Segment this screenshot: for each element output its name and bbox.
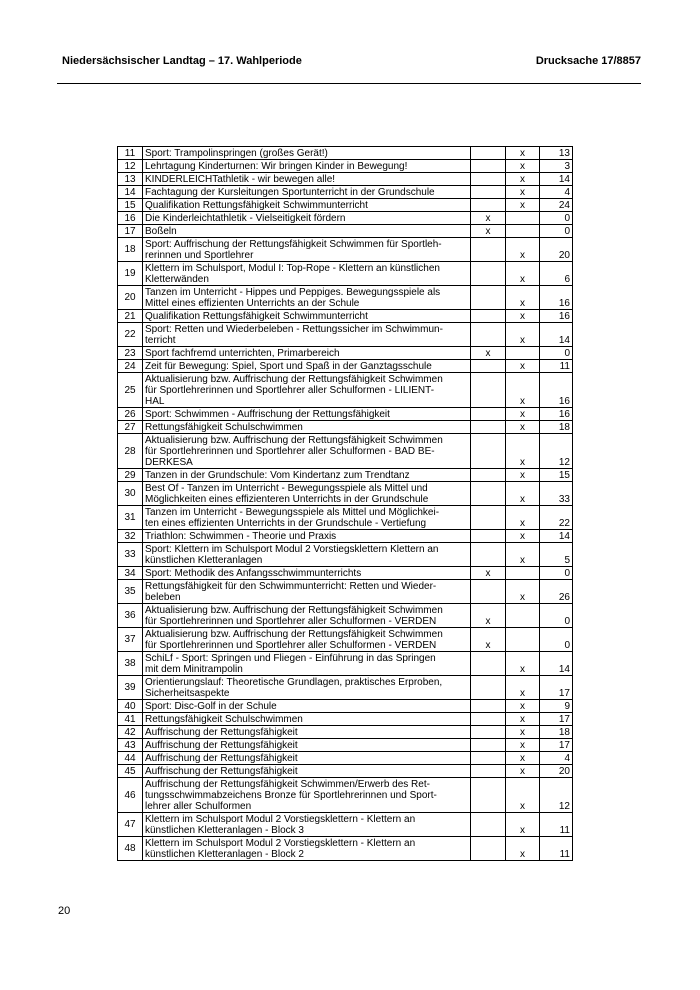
row-number: 26 bbox=[118, 408, 143, 421]
course-title: Auffrischung der Rettungsfähigkeit Schwimmen/Erwerb des Ret- tungsschwimmabzeichens Bronze für Sportlehrerinnen und Sport- lehrer aller Schulformen bbox=[143, 778, 471, 813]
mark-column-a bbox=[471, 173, 506, 186]
course-title: Klettern im Schulsport, Modul I: Top-Rope - Klettern an künstlichen Kletterwänden bbox=[143, 262, 471, 286]
course-title: Zeit für Bewegung: Spiel, Sport und Spaß in der Ganztagsschule bbox=[143, 360, 471, 373]
course-title: Klettern im Schulsport Modul 2 Vorstiegsklettern - Klettern an künstlichen Kletteranlagen - Block 3 bbox=[143, 813, 471, 837]
course-title: Auffrischung der Rettungsfähigkeit bbox=[143, 726, 471, 739]
row-number: 23 bbox=[118, 347, 143, 360]
participant-count: 17 bbox=[540, 676, 573, 700]
table-row bbox=[118, 421, 573, 434]
mark-column-b: x bbox=[506, 837, 540, 861]
table-row bbox=[118, 347, 573, 360]
row-number: 12 bbox=[118, 160, 143, 173]
row-number: 35 bbox=[118, 580, 143, 604]
mark-column-a bbox=[471, 739, 506, 752]
mark-column-a: x bbox=[471, 225, 506, 238]
header-document-number: Drucksache 17/8857 bbox=[535, 55, 641, 67]
mark-column-a bbox=[471, 506, 506, 530]
course-title: Sport: Klettern im Schulsport Modul 2 Vorstiegsklettern Klettern an künstlichen Kletteranlagen bbox=[143, 543, 471, 567]
participant-count: 12 bbox=[540, 434, 573, 469]
row-number: 42 bbox=[118, 726, 143, 739]
mark-column-b: x bbox=[506, 310, 540, 323]
table-row bbox=[118, 323, 573, 347]
row-number: 30 bbox=[118, 482, 143, 506]
participant-count: 24 bbox=[540, 199, 573, 212]
row-number: 21 bbox=[118, 310, 143, 323]
participant-count: 0 bbox=[540, 628, 573, 652]
table-row bbox=[118, 506, 573, 530]
row-number: 43 bbox=[118, 739, 143, 752]
row-number: 16 bbox=[118, 212, 143, 225]
course-table bbox=[117, 146, 573, 861]
mark-column-b: x bbox=[506, 482, 540, 506]
table-row bbox=[118, 652, 573, 676]
mark-column-b: x bbox=[506, 238, 540, 262]
mark-column-a bbox=[471, 482, 506, 506]
course-title: Sport: Methodik des Anfangsschwimmunterrichts bbox=[143, 567, 471, 580]
mark-column-a bbox=[471, 186, 506, 199]
mark-column-b: x bbox=[506, 676, 540, 700]
course-title: Klettern im Schulsport Modul 2 Vorstiegsklettern - Klettern an künstlichen Kletteranlagen - Block 2 bbox=[143, 837, 471, 861]
participant-count: 16 bbox=[540, 310, 573, 323]
table-row bbox=[118, 726, 573, 739]
row-number: 34 bbox=[118, 567, 143, 580]
participant-count: 0 bbox=[540, 604, 573, 628]
mark-column-a: x bbox=[471, 628, 506, 652]
mark-column-a: x bbox=[471, 567, 506, 580]
table-row bbox=[118, 160, 573, 173]
course-title: Tanzen im Unterricht - Bewegungsspiele als Mittel und Möglichkei- ten eines effizienten Unterrichts in der Grundschule - Vertiefung bbox=[143, 506, 471, 530]
course-title: Sport: Retten und Wiederbeleben - Rettungssicher im Schwimmun- terricht bbox=[143, 323, 471, 347]
mark-column-a bbox=[471, 286, 506, 310]
participant-count: 12 bbox=[540, 778, 573, 813]
row-number: 39 bbox=[118, 676, 143, 700]
table-row bbox=[118, 628, 573, 652]
mark-column-a bbox=[471, 373, 506, 408]
page-header bbox=[62, 55, 641, 75]
participant-count: 18 bbox=[540, 726, 573, 739]
mark-column-a bbox=[471, 752, 506, 765]
row-number: 17 bbox=[118, 225, 143, 238]
participant-count: 14 bbox=[540, 173, 573, 186]
row-number: 46 bbox=[118, 778, 143, 813]
course-title: Auffrischung der Rettungsfähigkeit bbox=[143, 752, 471, 765]
participant-count: 0 bbox=[540, 567, 573, 580]
row-number: 22 bbox=[118, 323, 143, 347]
mark-column-b: x bbox=[506, 726, 540, 739]
row-number: 11 bbox=[118, 147, 143, 160]
table-row bbox=[118, 739, 573, 752]
course-title: Auffrischung der Rettungsfähigkeit bbox=[143, 739, 471, 752]
table-row bbox=[118, 752, 573, 765]
participant-count: 6 bbox=[540, 262, 573, 286]
participant-count: 26 bbox=[540, 580, 573, 604]
table-row bbox=[118, 373, 573, 408]
mark-column-a bbox=[471, 778, 506, 813]
participant-count: 9 bbox=[540, 700, 573, 713]
mark-column-b: x bbox=[506, 286, 540, 310]
row-number: 47 bbox=[118, 813, 143, 837]
course-title: Sport: Disc-Golf in der Schule bbox=[143, 700, 471, 713]
mark-column-b bbox=[506, 347, 540, 360]
mark-column-b: x bbox=[506, 199, 540, 212]
table-row bbox=[118, 173, 573, 186]
header-parliament: Niedersächsischer Landtag – 17. Wahlperiode bbox=[62, 55, 302, 67]
course-title: Best Of - Tanzen im Unterricht - Bewegungsspiele als Mittel und Möglichkeiten eines effizienteren Unterrichts in der Grundschule bbox=[143, 482, 471, 506]
course-title: Sport: Schwimmen - Auffrischung der Rettungsfähigkeit bbox=[143, 408, 471, 421]
mark-column-b bbox=[506, 225, 540, 238]
mark-column-b: x bbox=[506, 765, 540, 778]
course-title: Sport fachfremd unterrichten, Primarbereich bbox=[143, 347, 471, 360]
row-number: 25 bbox=[118, 373, 143, 408]
table-row bbox=[118, 837, 573, 861]
table-row bbox=[118, 469, 573, 482]
row-number: 44 bbox=[118, 752, 143, 765]
participant-count: 22 bbox=[540, 506, 573, 530]
mark-column-b: x bbox=[506, 469, 540, 482]
participant-count: 4 bbox=[540, 752, 573, 765]
mark-column-b: x bbox=[506, 543, 540, 567]
participant-count: 15 bbox=[540, 469, 573, 482]
mark-column-b: x bbox=[506, 530, 540, 543]
course-table-body bbox=[118, 147, 573, 861]
participant-count: 16 bbox=[540, 408, 573, 421]
table-row bbox=[118, 310, 573, 323]
course-title: Sport: Trampolinspringen (großes Gerät!) bbox=[143, 147, 471, 160]
mark-column-a bbox=[471, 676, 506, 700]
row-number: 18 bbox=[118, 238, 143, 262]
participant-count: 18 bbox=[540, 421, 573, 434]
row-number: 32 bbox=[118, 530, 143, 543]
table-row bbox=[118, 530, 573, 543]
table-row bbox=[118, 778, 573, 813]
course-title: Qualifikation Rettungsfähigkeit Schwimmunterricht bbox=[143, 310, 471, 323]
table-row bbox=[118, 360, 573, 373]
mark-column-a bbox=[471, 262, 506, 286]
mark-column-b: x bbox=[506, 173, 540, 186]
row-number: 31 bbox=[118, 506, 143, 530]
mark-column-b bbox=[506, 628, 540, 652]
row-number: 28 bbox=[118, 434, 143, 469]
participant-count: 17 bbox=[540, 739, 573, 752]
participant-count: 20 bbox=[540, 238, 573, 262]
mark-column-b: x bbox=[506, 160, 540, 173]
mark-column-b: x bbox=[506, 580, 540, 604]
row-number: 48 bbox=[118, 837, 143, 861]
table-row bbox=[118, 580, 573, 604]
row-number: 41 bbox=[118, 713, 143, 726]
mark-column-a bbox=[471, 469, 506, 482]
row-number: 38 bbox=[118, 652, 143, 676]
participant-count: 3 bbox=[540, 160, 573, 173]
participant-count: 33 bbox=[540, 482, 573, 506]
course-title: Rettungsfähigkeit Schulschwimmen bbox=[143, 713, 471, 726]
course-title: Sport: Auffrischung der Rettungsfähigkeit Schwimmen für Sportleh- rerinnen und Sportlehrer bbox=[143, 238, 471, 262]
participant-count: 5 bbox=[540, 543, 573, 567]
mark-column-a bbox=[471, 726, 506, 739]
mark-column-b bbox=[506, 604, 540, 628]
table-row bbox=[118, 713, 573, 726]
participant-count: 11 bbox=[540, 813, 573, 837]
table-row bbox=[118, 212, 573, 225]
mark-column-a: x bbox=[471, 347, 506, 360]
mark-column-b: x bbox=[506, 813, 540, 837]
row-number: 33 bbox=[118, 543, 143, 567]
mark-column-a bbox=[471, 765, 506, 778]
participant-count: 16 bbox=[540, 286, 573, 310]
course-title: Fachtagung der Kursleitungen Sportunterricht in der Grundschule bbox=[143, 186, 471, 199]
participant-count: 0 bbox=[540, 212, 573, 225]
mark-column-a bbox=[471, 421, 506, 434]
mark-column-b: x bbox=[506, 147, 540, 160]
participant-count: 0 bbox=[540, 347, 573, 360]
course-title: Qualifikation Rettungsfähigkeit Schwimmunterricht bbox=[143, 199, 471, 212]
row-number: 14 bbox=[118, 186, 143, 199]
mark-column-a: x bbox=[471, 212, 506, 225]
table-row bbox=[118, 543, 573, 567]
table-row bbox=[118, 408, 573, 421]
row-number: 19 bbox=[118, 262, 143, 286]
mark-column-b: x bbox=[506, 778, 540, 813]
course-title: Orientierungslauf: Theoretische Grundlagen, praktisches Erproben, Sicherheitsaspekte bbox=[143, 676, 471, 700]
participant-count: 11 bbox=[540, 360, 573, 373]
table-row bbox=[118, 482, 573, 506]
mark-column-b: x bbox=[506, 186, 540, 199]
table-row bbox=[118, 286, 573, 310]
table-row bbox=[118, 434, 573, 469]
mark-column-a bbox=[471, 408, 506, 421]
participant-count: 16 bbox=[540, 373, 573, 408]
table-row bbox=[118, 238, 573, 262]
mark-column-b: x bbox=[506, 434, 540, 469]
table-row bbox=[118, 186, 573, 199]
course-title: Aktualisierung bzw. Auffrischung der Rettungsfähigkeit Schwimmen für Sportlehrerinnen und Sportlehrer aller Schulformen - LILIENT- HAL bbox=[143, 373, 471, 408]
mark-column-b: x bbox=[506, 323, 540, 347]
mark-column-a bbox=[471, 652, 506, 676]
row-number: 37 bbox=[118, 628, 143, 652]
course-title: SchiLf - Sport: Springen und Fliegen - Einführung in das Springen mit dem Minitrampolin bbox=[143, 652, 471, 676]
mark-column-b: x bbox=[506, 713, 540, 726]
mark-column-a bbox=[471, 360, 506, 373]
table-row bbox=[118, 147, 573, 160]
mark-column-a bbox=[471, 310, 506, 323]
mark-column-a bbox=[471, 837, 506, 861]
participant-count: 14 bbox=[540, 652, 573, 676]
participant-count: 17 bbox=[540, 713, 573, 726]
table-row bbox=[118, 765, 573, 778]
table-row bbox=[118, 813, 573, 837]
row-number: 15 bbox=[118, 199, 143, 212]
participant-count: 0 bbox=[540, 225, 573, 238]
header-divider bbox=[57, 83, 641, 84]
mark-column-b: x bbox=[506, 752, 540, 765]
mark-column-a bbox=[471, 543, 506, 567]
table-row bbox=[118, 604, 573, 628]
course-title: KINDERLEICHTathletik - wir bewegen alle! bbox=[143, 173, 471, 186]
page-number: 20 bbox=[58, 905, 71, 917]
mark-column-a bbox=[471, 580, 506, 604]
course-title: Rettungsfähigkeit Schulschwimmen bbox=[143, 421, 471, 434]
participant-count: 14 bbox=[540, 323, 573, 347]
course-title: Aktualisierung bzw. Auffrischung der Rettungsfähigkeit Schwimmen für Sportlehrerinnen und Sportlehrer aller Schulformen - VERDEN bbox=[143, 628, 471, 652]
mark-column-a bbox=[471, 160, 506, 173]
mark-column-a bbox=[471, 147, 506, 160]
table-row bbox=[118, 225, 573, 238]
mark-column-b bbox=[506, 567, 540, 580]
mark-column-a: x bbox=[471, 604, 506, 628]
course-title: Tanzen im Unterricht - Hippes und Peppiges. Bewegungsspiele als Mittel eines effizienten Unterrichts an der Schule bbox=[143, 286, 471, 310]
mark-column-a bbox=[471, 813, 506, 837]
participant-count: 14 bbox=[540, 530, 573, 543]
course-title: Aktualisierung bzw. Auffrischung der Rettungsfähigkeit Schwimmen für Sportlehrerinnen und Sportlehrer aller Schulformen - VERDEN bbox=[143, 604, 471, 628]
mark-column-b: x bbox=[506, 408, 540, 421]
mark-column-b bbox=[506, 212, 540, 225]
row-number: 36 bbox=[118, 604, 143, 628]
row-number: 13 bbox=[118, 173, 143, 186]
row-number: 27 bbox=[118, 421, 143, 434]
mark-column-b: x bbox=[506, 506, 540, 530]
mark-column-b: x bbox=[506, 739, 540, 752]
course-title: Tanzen in der Grundschule: Vom Kindertanz zum Trendtanz bbox=[143, 469, 471, 482]
row-number: 29 bbox=[118, 469, 143, 482]
mark-column-b: x bbox=[506, 373, 540, 408]
table-row bbox=[118, 262, 573, 286]
mark-column-a bbox=[471, 238, 506, 262]
row-number: 40 bbox=[118, 700, 143, 713]
course-title: Aktualisierung bzw. Auffrischung der Rettungsfähigkeit Schwimmen für Sportlehrerinnen und Sportlehrer aller Schulformen - BAD BE- DERKESA bbox=[143, 434, 471, 469]
course-title: Boßeln bbox=[143, 225, 471, 238]
table-row bbox=[118, 199, 573, 212]
mark-column-b: x bbox=[506, 360, 540, 373]
row-number: 20 bbox=[118, 286, 143, 310]
mark-column-a bbox=[471, 199, 506, 212]
row-number: 45 bbox=[118, 765, 143, 778]
table-row bbox=[118, 567, 573, 580]
mark-column-b: x bbox=[506, 262, 540, 286]
course-title: Rettungsfähigkeit für den Schwimmunterricht: Retten und Wieder- beleben bbox=[143, 580, 471, 604]
mark-column-b: x bbox=[506, 700, 540, 713]
row-number: 24 bbox=[118, 360, 143, 373]
mark-column-a bbox=[471, 530, 506, 543]
participant-count: 13 bbox=[540, 147, 573, 160]
participant-count: 20 bbox=[540, 765, 573, 778]
mark-column-a bbox=[471, 713, 506, 726]
mark-column-a bbox=[471, 700, 506, 713]
participant-count: 4 bbox=[540, 186, 573, 199]
course-title: Die Kinderleichtathletik - Vielseitigkeit fördern bbox=[143, 212, 471, 225]
table-row bbox=[118, 676, 573, 700]
table-row bbox=[118, 700, 573, 713]
mark-column-b: x bbox=[506, 652, 540, 676]
mark-column-b: x bbox=[506, 421, 540, 434]
course-title: Triathlon: Schwimmen - Theorie und Praxis bbox=[143, 530, 471, 543]
mark-column-a bbox=[471, 323, 506, 347]
course-title: Lehrtagung Kinderturnen: Wir bringen Kinder in Bewegung! bbox=[143, 160, 471, 173]
mark-column-a bbox=[471, 434, 506, 469]
course-title: Auffrischung der Rettungsfähigkeit bbox=[143, 765, 471, 778]
participant-count: 11 bbox=[540, 837, 573, 861]
